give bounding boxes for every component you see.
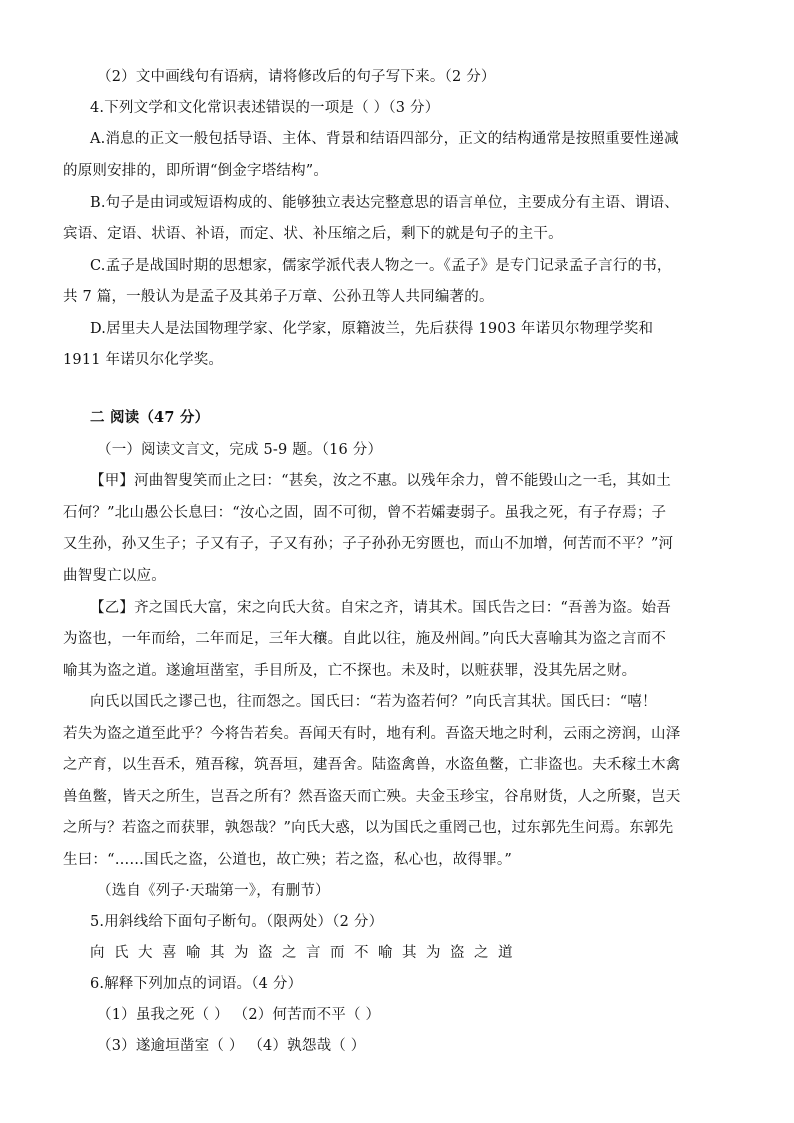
option-a-line-1: A.消息的正文一般包括导语、主体、背景和结语四部分，正文的结构通常是按照重要性递减 — [90, 131, 679, 147]
passage-jia-line-2: 石何？”北山愚公长息曰：“汝心之固，固不可彻，曾不若孀妻弱子。虽我之死，有子存焉；子 — [63, 505, 667, 521]
source-note: （选自《列子·天瑞第一》，有删节） — [97, 883, 330, 899]
passage-jia-line-1: 【甲】河曲智叟笑而止之曰：“甚矣，汝之不惠。以残年余力，曾不能毁山之一毛，其如土 — [90, 473, 671, 489]
option-c-line-2: 共 7 篇，一般认为是孟子及其弟子万章、公孙丑等人共同编著的。 — [63, 289, 494, 305]
option-d-line-2: 1911 年诺贝尔化学奖。 — [63, 352, 224, 368]
option-a-line-2: 的原则安排的，即所谓“倒金字塔结构”。 — [63, 163, 329, 179]
passage-yi-line-2: 为盗也，一年而给，二年而足，三年大穰。自此以往，施及州闾。”向氏大喜喻其为盗之言而不 — [63, 631, 667, 647]
passage-yi-line-7: 兽鱼鳖，皆天之所生，岂吾之所有？然吾盗天而亡殃。夫金玉珍宝，谷帛财货，人之所聚，岂天 — [63, 789, 681, 805]
question-6-items-3-4: （3）遂逾垣凿室（ ） （4）孰怨哉（ ） — [97, 1038, 366, 1054]
question-5: 5.用斜线给下面句子断句。（限两处）（2 分） — [90, 914, 384, 930]
option-d-line-1: D.居里夫人是法国物理学家、化学家，原籍波兰，先后获得 1903 年诺贝尔物理学奖和 — [90, 321, 654, 337]
question-4-stem: 4.下列文学和文化常识表述错误的一项是（ ）（3 分） — [90, 100, 440, 116]
section-heading: 二 阅读（47 分） — [90, 409, 210, 426]
passage-yi-line-5: 若失为盗之道至此乎？今将告若矣。吾闻天有时，地有利。吾盗天地之时利，云雨之滂润，山泽 — [63, 726, 681, 742]
option-c-line-1: C.孟子是战国时期的思想家，儒家学派代表人物之一。《孟子》是专门记录孟子言行的书， — [90, 258, 672, 274]
passage-yi-line-4: 向氏以国氏之谬己也，往而怨之。国氏曰：“若为盗若何？”向氏言其状。国氏曰：“嘻！ — [90, 694, 657, 710]
passage-yi-line-1: 【乙】齐之国氏大富，宋之向氏大贫。自宋之齐，请其术。国氏告之曰：“吾善为盗。始吾 — [90, 600, 671, 616]
passage-yi-line-6: 之产育，以生吾禾，殖吾稼，筑吾垣，建吾舍。陆盗禽兽，水盗鱼鳖，亡非盗也。夫禾稼土木禽 — [63, 757, 681, 773]
question-6-items-1-2: （1）虽我之死（ ） （2）何苦而不平（ ） — [97, 1007, 381, 1023]
option-b-line-2: 宾语、定语、状语、补语，而定、状、补压缩之后，剩下的就是句子的主干。 — [63, 226, 563, 242]
passage-yi-line-3: 喻其为盗之道。遂逾垣凿室，手目所及，亡不探也。未及时，以赃获罪，没其先居之财。 — [63, 663, 637, 679]
question-5-sentence: 向氏大喜喻其为盗之言而不喻其为盗之道 — [90, 945, 522, 961]
passage-yi-line-9: 生曰：“……国氏之盗，公道也，故亡殃；若之盗，私心也，故得罪。” — [63, 852, 512, 868]
option-b-line-1: B.句子是由词或短语构成的、能够独立表达完整意思的语言单位，主要成分有主语、谓语、 — [90, 195, 679, 211]
question-6: 6.解释下列加点的词语。（4 分） — [90, 976, 303, 992]
subsection-heading: （一）阅读文言文，完成 5-9 题。（16 分） — [97, 442, 383, 458]
passage-jia-line-3: 又生孙，孙又生子；子又有子，子又有孙；子子孙孙无穷匮也，而山不加增，何苦而不平？”河 — [63, 536, 674, 552]
passage-jia-line-4: 曲智叟亡以应。 — [63, 568, 166, 584]
passage-yi-line-8: 之所与？若盗之而获罪，孰怨哉？”向氏大惑，以为国氏之重罔己也，过东郭先生问焉。东郭先 — [63, 820, 674, 836]
question-3-2: （2）文中画线句有语病，请将修改后的句子写下来。（2 分） — [97, 69, 496, 85]
